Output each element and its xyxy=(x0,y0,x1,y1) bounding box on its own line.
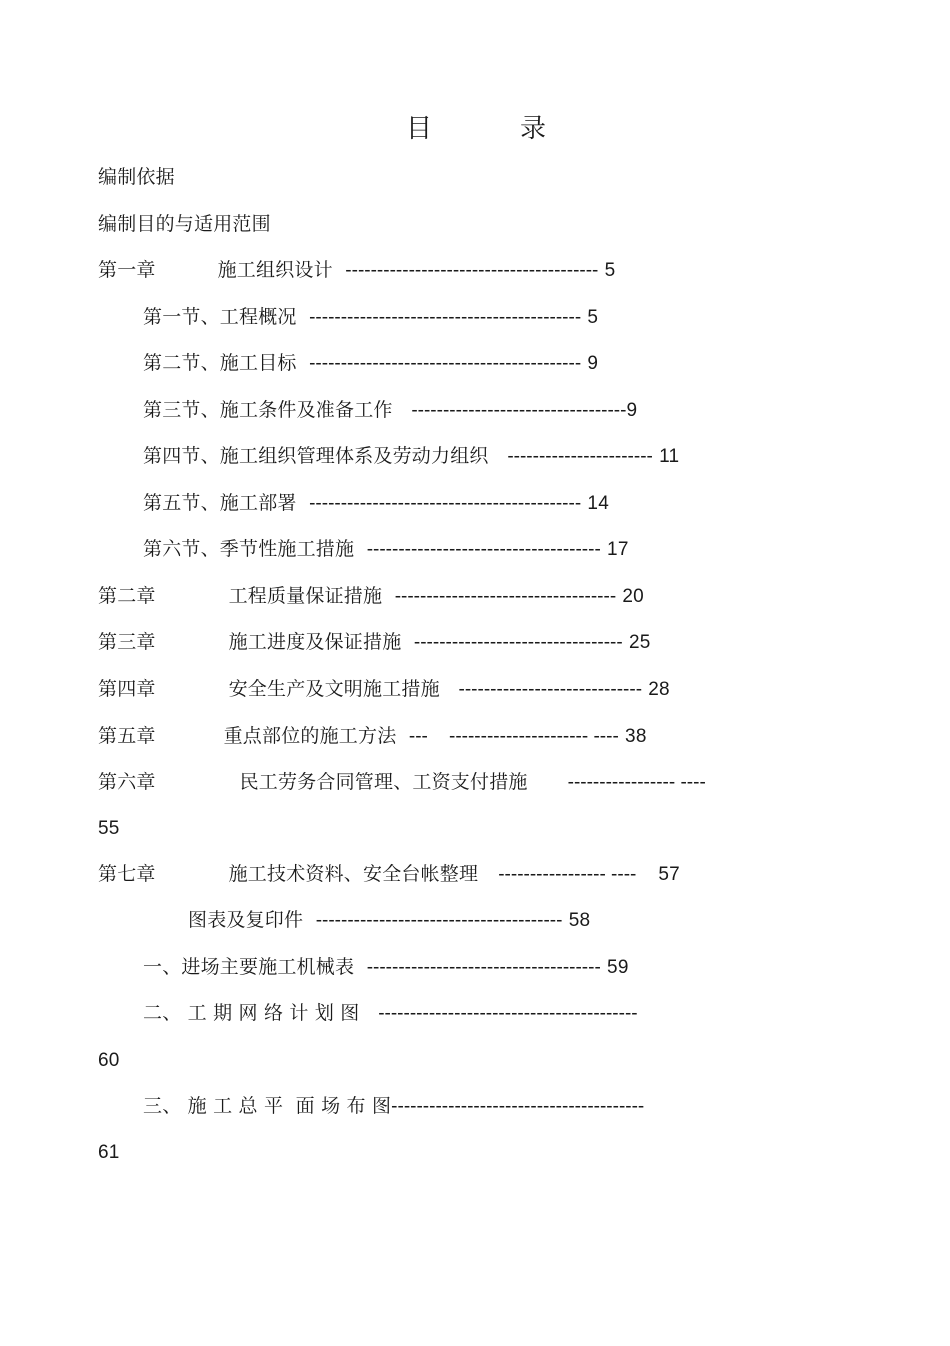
toc-label: 第六节、季节性施工措施 xyxy=(143,538,355,560)
toc-label: 第一节、工程概况 xyxy=(143,306,297,328)
toc-label: 编制依据 xyxy=(98,166,175,188)
toc-leader: ----------------- ---- xyxy=(498,864,637,885)
toc-page-wrap xyxy=(98,1048,120,1073)
toc-chapter: 第四章 xyxy=(98,678,156,700)
toc-page: 20 xyxy=(622,586,644,607)
toc-section xyxy=(143,398,637,423)
toc-leader: ----------------------------------------- xyxy=(378,1003,638,1024)
toc-leader: ---------------------------------------- xyxy=(345,260,599,281)
toc-section xyxy=(143,491,609,516)
toc-entry xyxy=(143,1094,644,1119)
toc-chapter: 第一章 xyxy=(98,259,156,281)
toc-section xyxy=(143,305,598,330)
toc-page-wrap xyxy=(98,816,120,841)
toc-entry xyxy=(98,212,271,236)
page-title xyxy=(406,114,546,144)
toc-entry xyxy=(143,1001,638,1026)
toc-chapter: 第五章 xyxy=(98,725,156,747)
toc-page: 17 xyxy=(607,539,629,560)
toc-leader: ------------------------------------- xyxy=(366,957,601,978)
toc-chapter-2 xyxy=(98,584,644,609)
toc-chapter: 第七章 xyxy=(98,863,156,885)
toc-chapter: 第三章 xyxy=(98,631,156,653)
toc-entry xyxy=(143,955,629,980)
toc-chapter-7 xyxy=(98,862,680,887)
toc-chapter: 第二章 xyxy=(98,585,156,607)
toc-label: 编制目的与适用范围 xyxy=(98,213,271,235)
toc-leader: ------------------------------------------- xyxy=(309,307,582,328)
toc-chapter-3 xyxy=(98,630,651,655)
toc-section xyxy=(143,351,598,376)
toc-page: 57 xyxy=(658,864,680,885)
toc-label: 图表及复印件 xyxy=(188,909,304,931)
toc-leader: ----------------------------------- xyxy=(394,586,617,607)
toc-leader: ------------------------------------- xyxy=(366,539,601,560)
toc-leader: ---------------------------------- xyxy=(411,400,627,421)
toc-page: 5 xyxy=(604,260,616,281)
toc-leader: --- ---------------------- ---- xyxy=(408,726,619,747)
toc-label: 安全生产及文明施工措施 xyxy=(228,678,440,700)
toc-leader: ----------------- ---- xyxy=(567,772,706,793)
toc-label: 第四节、施工组织管理体系及劳动力组织 xyxy=(143,445,489,467)
toc-page-wrap xyxy=(98,1140,120,1165)
toc-page: 9 xyxy=(587,353,599,374)
title-char-1: 目 xyxy=(406,114,433,144)
toc-page: 55 xyxy=(98,818,120,839)
toc-page: 11 xyxy=(659,446,680,467)
toc-label: 二、 工 期 网 络 计 划 图 xyxy=(143,1002,360,1024)
toc-page: 9 xyxy=(626,400,638,421)
toc-page: 38 xyxy=(625,726,647,747)
toc-leader: --------------------------------- xyxy=(413,632,623,653)
toc-page: 60 xyxy=(98,1050,120,1071)
toc-page: 58 xyxy=(568,910,591,931)
toc-chapter-1 xyxy=(98,258,615,283)
toc-label: 第三节、施工条件及准备工作 xyxy=(143,399,393,421)
toc-page: 5 xyxy=(587,307,599,328)
toc-chapter-4 xyxy=(98,677,670,702)
toc-leader: --------------------------------------- xyxy=(315,910,563,931)
toc-page: 28 xyxy=(648,679,670,700)
toc-leader: ----------------------------- xyxy=(458,679,643,700)
toc-entry xyxy=(98,165,175,189)
toc-page: 25 xyxy=(628,632,651,653)
toc-label: 三、 施 工 总 平 面 场 布 图 xyxy=(143,1095,392,1117)
toc-label: 工程质量保证措施 xyxy=(228,585,383,607)
toc-label: 施工技术资料、安全台帐整理 xyxy=(228,863,479,885)
toc-chapter: 第六章 xyxy=(98,771,156,793)
title-char-2: 录 xyxy=(520,114,547,144)
toc-leader: ------------------------------------------- xyxy=(309,493,582,514)
toc-leader: ------------------------------------------- xyxy=(309,353,582,374)
toc-chapter-5 xyxy=(98,724,647,749)
toc-label: 民工劳务合同管理、工资支付措施 xyxy=(239,771,528,793)
toc-label: 第五节、施工部署 xyxy=(143,492,297,514)
toc-page: 59 xyxy=(607,957,629,978)
toc-page: 14 xyxy=(587,493,609,514)
toc-section xyxy=(143,537,629,562)
toc-label: 重点部位的施工方法 xyxy=(223,725,397,747)
toc-label: 第二节、施工目标 xyxy=(143,352,297,374)
toc-page: 61 xyxy=(98,1142,120,1163)
toc-chapter-6 xyxy=(98,770,706,795)
toc-label: 一、进场主要施工机械表 xyxy=(143,956,355,978)
toc-entry xyxy=(188,908,590,933)
toc-leader: ---------------------------------------- xyxy=(391,1096,645,1117)
toc-leader: ----------------------- xyxy=(507,446,653,467)
toc-label: 施工进度及保证措施 xyxy=(228,631,402,653)
toc-label: 施工组织设计 xyxy=(217,259,333,281)
toc-section xyxy=(143,444,679,469)
